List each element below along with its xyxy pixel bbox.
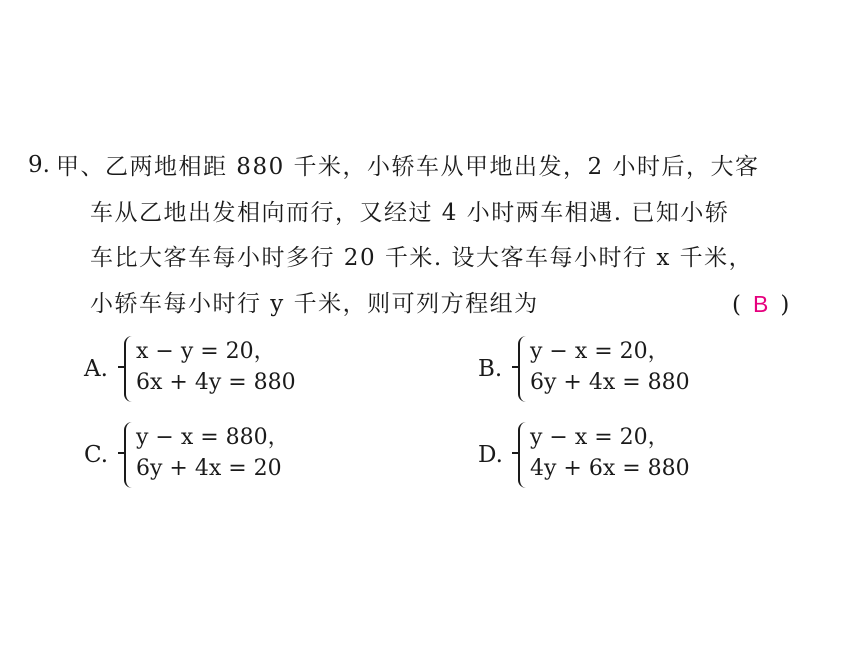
option-equation-1: y − x = 20， xyxy=(530,425,670,450)
question-text-line-2: 车从乙地出发相向而行，又经过 4 小时两车相遇. 已知小轿 xyxy=(90,200,730,226)
question-number: 9. xyxy=(28,152,50,178)
brace-icon xyxy=(518,422,526,488)
answer-choice: B xyxy=(752,291,769,317)
option-equation-1: y − x = 20， xyxy=(530,339,670,364)
option-equation-2: 4y + 6x = 880 xyxy=(530,456,690,481)
brace-icon xyxy=(124,422,132,488)
question-text-line-1: 甲、乙两地相距 880 千米，小轿车从甲地出发，2 小时后，大客 xyxy=(56,154,760,180)
option-label: D. xyxy=(478,442,503,468)
question-text-line-4: 小轿车每小时行 y 千米，则可列方程组为 xyxy=(90,291,539,317)
option-equation-1: y − x = 880， xyxy=(136,425,290,450)
option-label: B. xyxy=(478,356,503,382)
option-equation-2: 6y + 4x = 20 xyxy=(136,456,282,481)
option-equation-1: x − y = 20， xyxy=(136,339,276,364)
option-equation-2: 6y + 4x = 880 xyxy=(530,370,690,395)
answer-bracket xyxy=(732,289,789,320)
option-label: A. xyxy=(84,356,108,382)
option-label: C. xyxy=(84,442,109,468)
answer-close-paren: ) xyxy=(780,292,790,318)
question-text-line-3: 车比大客车每小时多行 20 千米. 设大客车每小时行 x 千米， xyxy=(90,245,754,271)
brace-icon xyxy=(518,336,526,402)
answer-open-paren: ( xyxy=(732,292,741,318)
brace-icon xyxy=(124,336,132,402)
option-equation-2: 6x + 4y = 880 xyxy=(136,370,296,395)
